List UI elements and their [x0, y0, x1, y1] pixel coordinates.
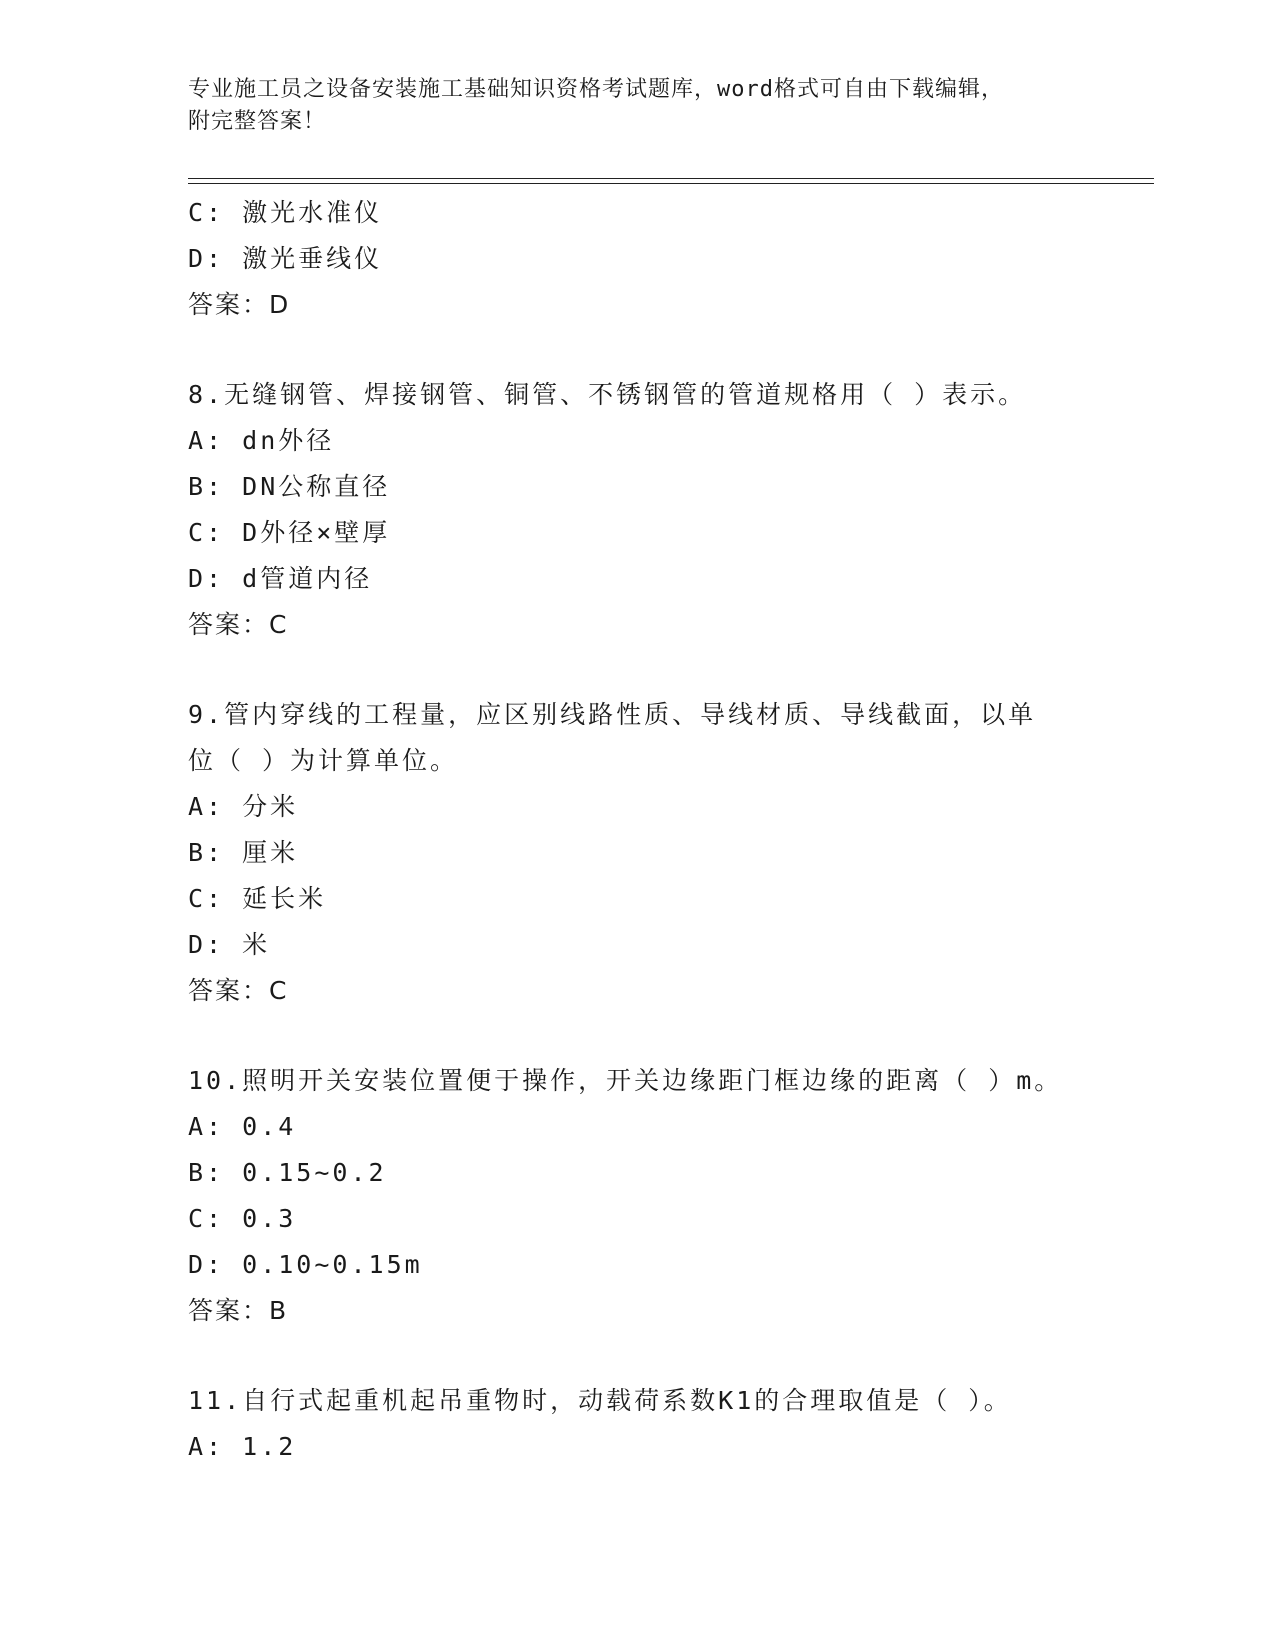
document-header	[188, 74, 1088, 138]
q7-answer: 答案：D	[188, 290, 291, 319]
q8-option-a: A: dn外径	[188, 426, 335, 455]
question-list	[188, 190, 1088, 1470]
q10-option-b: B: 0.15~0.2	[188, 1158, 387, 1187]
question-7	[188, 190, 1088, 328]
q10-option-d: D: 0.10~0.15m	[188, 1250, 423, 1279]
header-divider-bottom	[188, 183, 1154, 184]
q10-option-c: C: 0.3	[188, 1204, 297, 1233]
q9-option-c: C: 延长米	[188, 884, 327, 913]
q11-option-a: A: 1.2	[188, 1432, 297, 1461]
header-title-line-1: 专业施工员之设备安装施工基础知识资格考试题库，word格式可自由下载编辑，	[188, 77, 1004, 102]
header-divider-top	[188, 178, 1154, 179]
q7-option-c: C: 激光水准仪	[188, 198, 383, 227]
q9-option-d: D: 米	[188, 930, 271, 959]
question-10	[188, 1058, 1088, 1334]
q11-question: 11.自行式起重机起吊重物时，动载荷系数K1的合理取值是（ ）。	[188, 1386, 1012, 1415]
q8-question: 8.无缝钢管、焊接钢管、铜管、不锈钢管的管道规格用（ ）表示。	[188, 380, 1027, 409]
q7-option-d: D: 激光垂线仪	[188, 244, 383, 273]
q10-option-a: A: 0.4	[188, 1112, 297, 1141]
q9-question-line-1: 9.管内穿线的工程量，应区别线路性质、导线材质、导线截面，以单	[188, 700, 1037, 729]
q8-option-b: B: DN公称直径	[188, 472, 391, 501]
q8-option-c: C: D外径×壁厚	[188, 518, 391, 547]
question-8	[188, 372, 1088, 648]
question-11	[188, 1378, 1088, 1470]
q10-question: 10.照明开关安装位置便于操作，开关边缘距门框边缘的距离（ ）m。	[188, 1066, 1063, 1095]
q9-question-line-2: 位（ ）为计算单位。	[188, 746, 459, 775]
question-9	[188, 692, 1088, 1014]
q9-option-b: B: 厘米	[188, 838, 299, 867]
header-title-line-2: 附完整答案！	[188, 109, 327, 134]
q9-option-a: A: 分米	[188, 792, 299, 821]
q9-answer: 答案：C	[188, 976, 289, 1005]
q8-option-d: D: d管道内径	[188, 564, 373, 593]
q10-answer: 答案：B	[188, 1296, 289, 1325]
q8-answer: 答案：C	[188, 610, 289, 639]
